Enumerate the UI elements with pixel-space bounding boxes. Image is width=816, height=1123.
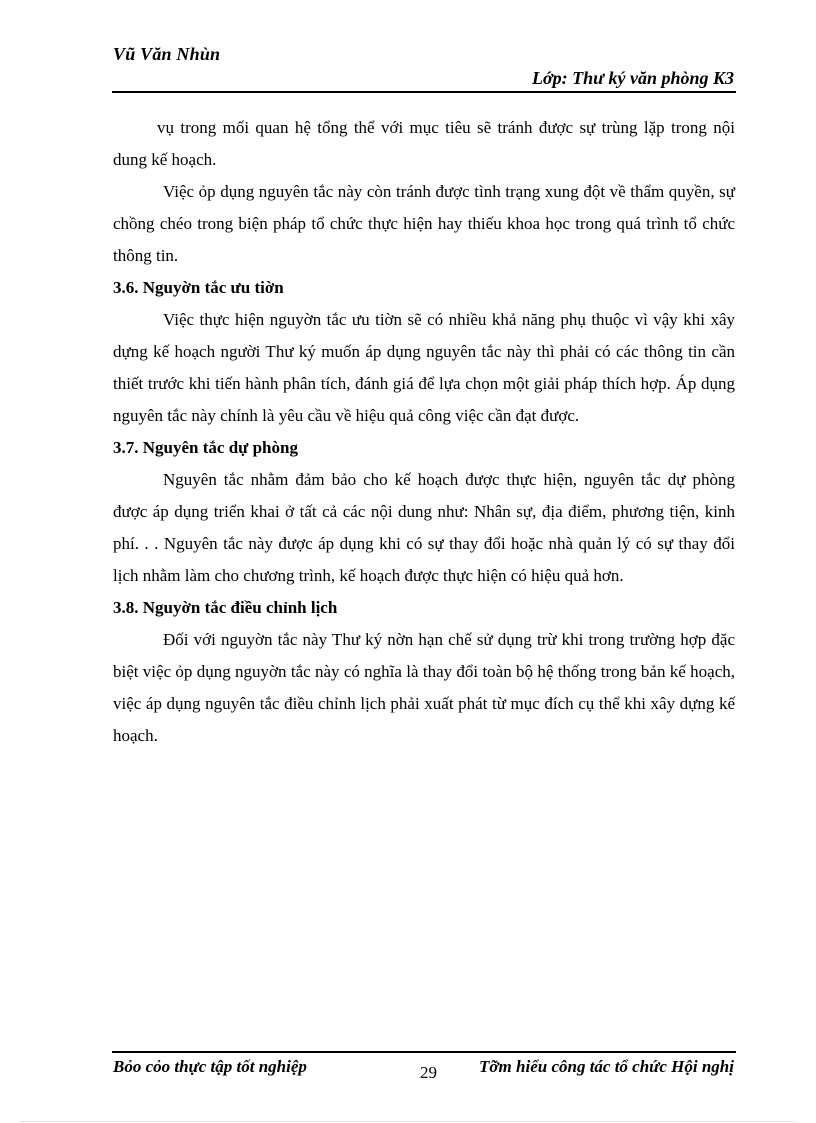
paragraph-priority: Việc thực hiện nguyờn tắc ưu tiờn sẽ có nhiều khả năng phụ thuộc vì vậy khi xây dựng kế hoạch người Thư ký muốn áp dụng nguyên tắc này thì phải có các thông tin cần thiết trước khi tiến hành phân tích, đánh giá để lựa chọn một giải pháp thích hợp. Áp dụng nguyên tắc này chính là yêu cầu về hiệu quả công việc cần đạt được. xyxy=(113,310,735,425)
heading-3-6: 3.6. Nguyờn tắc ưu tiờn xyxy=(113,278,284,297)
document-body xyxy=(113,112,735,752)
page-number: 29 xyxy=(420,1063,437,1082)
paragraph-backup: Nguyên tắc nhằm đảm bảo cho kế hoạch được thực hiện, nguyên tắc dự phòng được áp dụng triển khai ở tất cả các nội dung như: Nhân sự, địa điểm, phương tiện, kinh phí. . . Nguyên tắc này được áp dụng khi có sự thay đổi hoặc nhà quản lý có sự thay đổi lịch nhằm làm cho chương trình, kế hoạch được thực hiện có hiệu quả hơn. xyxy=(113,470,735,585)
page-edge-dotted-line xyxy=(20,1121,796,1122)
paragraph-schedule-adjust: Đối với nguyờn tắc này Thư ký nờn hạn chế sử dụng trừ khi trong trường hợp đặc biệt việc ỏp dụng nguyờn tắc này có nghĩa là thay đổi toàn bộ hệ thống trong bản kế hoạch, việc áp dụng nguyên tắc điều chỉnh lịch phải xuất phát từ mục đích cụ thể khi xây dựng kế hoạch. xyxy=(113,630,735,745)
paragraph-conflict: Việc ỏp dụng nguyên tắc này còn tránh được tình trạng xung đột về thẩm quyền, sự chồng chéo trong biện pháp tổ chức thực hiện hay thiếu khoa học trong quá trình tổ chức thông tin. xyxy=(113,182,735,265)
header-class: Lớp: Thư ký văn phòng K3 xyxy=(532,68,734,88)
heading-3-7: 3.7. Nguyên tắc dự phòng xyxy=(113,438,298,457)
footer-report-title: Bỏo cỏo thực tập tốt nghiệp xyxy=(113,1057,307,1076)
header-author: Vũ Văn Nhùn xyxy=(113,44,221,64)
heading-3-8: 3.8. Nguyờn tắc điều chỉnh lịch xyxy=(113,598,338,617)
paragraph-continuation: vụ trong mối quan hệ tổng thể với mục tiêu sẽ tránh được sự trùng lặp trong nội dung kế hoạch. xyxy=(113,118,735,169)
footer-topic: Tỡm hiểu công tác tổ chức Hội nghị xyxy=(479,1057,734,1076)
footer-rule xyxy=(112,1051,736,1053)
header-rule xyxy=(112,91,736,93)
